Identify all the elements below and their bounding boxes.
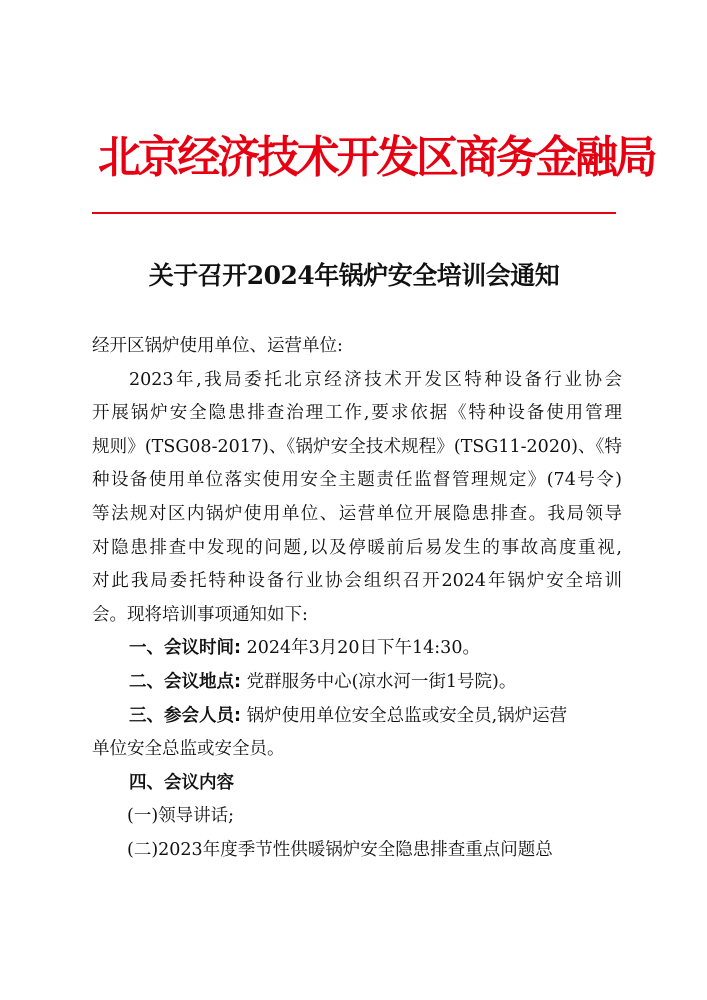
meeting-time-value: 2024年3月20日下午14:30。 <box>246 638 480 659</box>
attendees-value-continued: 单位安全总监或安全员。 <box>92 739 285 760</box>
meeting-content-item-1: (一)领导讲话; <box>127 806 235 827</box>
intro-line-6: 对隐患排查中发现的问题,以及停暖前后易发生的事故高度重视, <box>92 537 622 558</box>
intro-line-1: 2023年,我局委托北京经济技术开发区特种设备行业协会 <box>129 369 622 390</box>
document-body <box>92 330 622 868</box>
meeting-time-label: 一、会议时间: <box>129 638 241 659</box>
intro-line-8: 会。现将培训事项通知如下: <box>92 604 308 625</box>
intro-line-2: 开展锅炉安全隐患排查治理工作,要求依据《特种设备使用管理 <box>92 403 622 424</box>
red-header-rule <box>92 212 616 214</box>
meeting-content-item-2: (二)2023年度季节性供暖锅炉安全隐患排查重点问题总 <box>127 839 553 860</box>
intro-line-5: 等法规对区内锅炉使用单位、运营单位开展隐患排查。我局领导 <box>92 503 622 524</box>
attendees-label: 三、参会人员: <box>129 705 241 726</box>
issuing-organization-header: 北京经济技术开发区商务金融局 <box>97 132 655 183</box>
intro-line-7: 对此我局委托特种设备行业协会组织召开2024年锅炉安全培训 <box>92 571 622 592</box>
intro-line-3: 规则》(TSG08-2017)、《锅炉安全技术规程》(TSG11-2020)、《特 <box>92 436 622 457</box>
meeting-time-item <box>92 632 622 666</box>
salutation: 经开区锅炉使用单位、运营单位: <box>92 336 343 356</box>
attendees-value: 锅炉使用单位安全总监或安全员,锅炉运营 <box>246 705 568 726</box>
meeting-content-heading: 四、会议内容 <box>129 772 234 793</box>
intro-line-4: 种设备使用单位落实使用安全主题责任监督管理规定》(74号令) <box>92 470 622 491</box>
meeting-place-label: 二、会议地点: <box>129 671 241 692</box>
document-title: 关于召开2024年锅炉安全培训会通知 <box>148 261 560 290</box>
meeting-place-item <box>92 666 622 700</box>
meeting-place-value: 党群服务中心(凉水河一街1号院)。 <box>246 671 517 692</box>
attendees-item <box>92 700 622 734</box>
